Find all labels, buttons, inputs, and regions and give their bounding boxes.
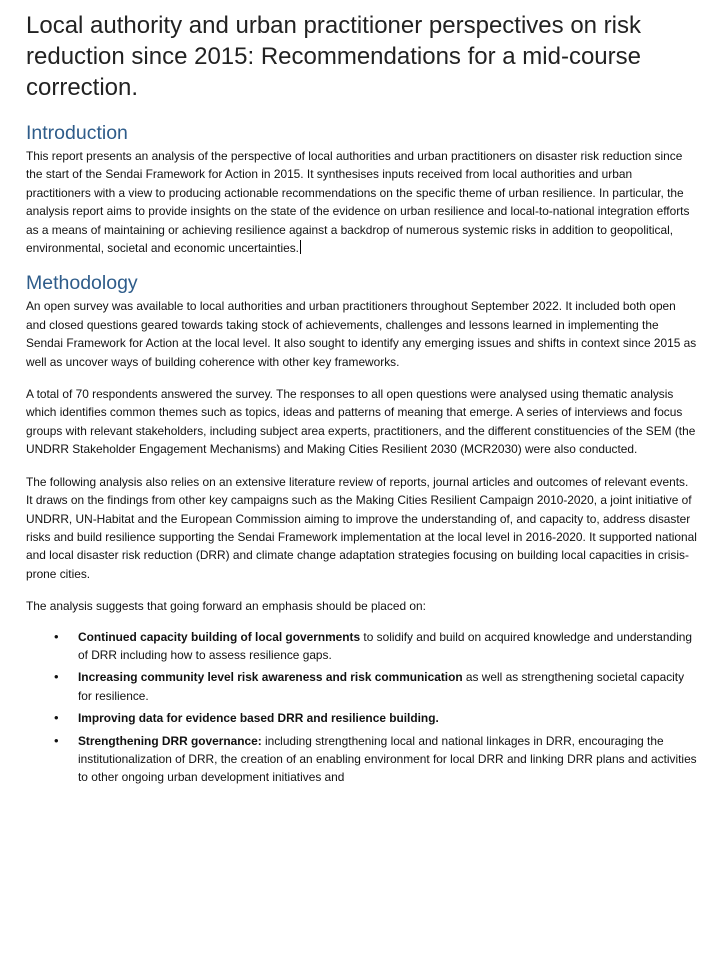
list-item-bold: Strengthening DRR governance: xyxy=(78,733,262,748)
list-item-bold: Increasing community level risk awareness and risk communication xyxy=(78,670,463,685)
list-item xyxy=(54,709,698,727)
bullet-icon: • xyxy=(54,669,59,685)
recommendations-list xyxy=(26,628,698,787)
methodology-paragraph-2: A total of 70 respondents answered the survey. The responses to all open questions were analysed using thematic analysis which identifies common themes such as topics, ideas and patterns of meaning that emerge. A series of interviews and focus groups with relevant stakeholders, including subject area experts, practitioners, and the different constituencies of the SEM (the UNDRR Stakeholder Engagement Mechanisms) and Making Cities Resilient 2030 (MCR2030) were also conducted. xyxy=(26,387,696,457)
methodology-paragraph-4: The analysis suggests that going forward an emphasis should be placed on: xyxy=(26,599,426,614)
document-page xyxy=(26,10,698,791)
methodology-paragraph-1: An open survey was available to local authorities and urban practitioners throughout September 2022. It included both open and closed questions geared towards taking stock of achievements, challenges and lessons learned in implementing the Sendai Framework for Action at the local level. It also sought to identify any emerging issues and shifts in context since 2015 as well as uncover ways of building coherence with other key frameworks. xyxy=(26,299,697,369)
methodology-paragraph-3: The following analysis also relies on an extensive literature review of reports, journal articles and outcomes of relevant events. It draws on the findings from other key campaigns such as the Making Cities Resilient Campaign 2010-2020, a joint initiative of UNDRR, UN-Habitat and the European Commission aiming to improve the understanding of, and capacity to, address disaster risks and build resilience supporting the Sendai Framework implementation at the local level in 2016-2020. It supported national and local disaster risk reduction (DRR) and climate change adaptation strategies focusing on building local capacities in crisis-prone cities. xyxy=(26,474,697,581)
list-item xyxy=(54,668,698,705)
list-item-text: as well as strengthening societal capacity for resilience. xyxy=(78,670,685,703)
introduction-text: This report presents an analysis of the perspective of local authorities and urban practitioners on disaster risk reduction since the start of the Sendai Framework for Action in 2015. It synthesises inputs received from local authorities and urban practitioners with a view to producing actionable recommendations on the specific theme of urban resilience. In particular, the analysis report aims to provide insights on the state of the evidence on urban resilience and local-to-national integration efforts as a means of maintaining or achieving resilience against a backdrop of numerous systemic risks in addition to geopolitical, environmental, societal and economic uncertainties. xyxy=(26,149,690,256)
list-item-text: to solidify and build on acquired knowledge and understanding of DRR including how to assess resilience gaps. xyxy=(78,629,692,662)
methodology-heading: Methodology xyxy=(26,272,138,295)
document-title: Local authority and urban practitioner perspectives on risk reduction since 2015: Recommendations for a mid-course correction. xyxy=(26,12,641,101)
list-item-bold: Continued capacity building of local governments xyxy=(78,629,361,644)
introduction-paragraph xyxy=(26,147,698,257)
text-cursor xyxy=(300,240,301,254)
list-item xyxy=(54,628,698,665)
list-item-bold: Improving data for evidence based DRR and resilience building. xyxy=(78,711,439,726)
introduction-heading: Introduction xyxy=(26,122,128,144)
bullet-icon: • xyxy=(54,710,59,726)
bullet-icon: • xyxy=(54,628,59,644)
bullet-icon: • xyxy=(54,732,59,748)
list-item xyxy=(54,732,698,787)
list-item-text: including strengthening local and national linkages in DRR, encouraging the institutionalization of DRR, the creation of an enabling environment for local DRR and linking DRR plans and activities to other ongoing urban development initiatives and xyxy=(78,733,697,785)
